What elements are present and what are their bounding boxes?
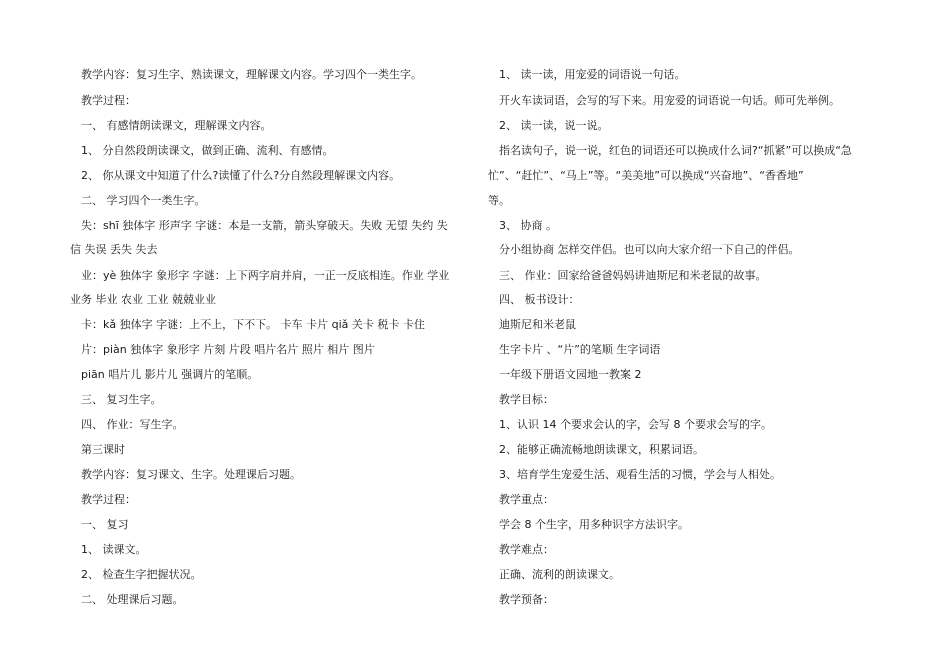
paragraph: 1、 读一读，用宠爱的词语说一句话。 xyxy=(499,68,686,81)
paragraph: 卡：kǎ 独体字 字谜：上不上，下不下。 卡车 卡片 qiǎ 关卡 税卡 卡住 xyxy=(81,318,425,331)
paragraph: 二、 处理课后习题。 xyxy=(81,593,184,606)
paragraph: 等。 xyxy=(488,194,510,207)
paragraph: 三、 复习生字。 xyxy=(81,393,162,406)
paragraph: 业务 毕业 农业 工业 兢兢业业 xyxy=(70,293,216,306)
paragraph: 一、 有感情朗读课文，理解课文内容。 xyxy=(81,119,272,132)
paragraph: 教学目标： xyxy=(499,393,554,406)
paragraph: 2、能够正确流畅地朗读课文，积累词语。 xyxy=(499,443,704,456)
paragraph: piān 唱片儿 影片儿 强调片的笔顺。 xyxy=(81,368,259,381)
paragraph: 分小组协商 怎样交伴侣。也可以向大家介绍一下自己的伴侣。 xyxy=(499,243,800,256)
paragraph: 二、 学习四个一类生字。 xyxy=(81,194,206,207)
paragraph: 1、 读课文。 xyxy=(81,543,147,556)
section-heading: 第三课时 xyxy=(81,443,125,456)
paragraph: 失：shī 独体字 形声字 字谜：本是一支箭，箭头穿破天。失败 无望 失约 失 xyxy=(81,219,448,232)
paragraph: 正确、流利的朗读课文。 xyxy=(499,568,620,581)
paragraph: 三、 作业：回家给爸爸妈妈讲迪斯尼和米老鼠的故事。 xyxy=(499,269,767,282)
paragraph: 四、 作业：写生字。 xyxy=(81,418,184,431)
paragraph: 生字卡片 、“片”的笔顺 生字词语 xyxy=(499,343,661,356)
paragraph: 2、 检查生字把握状况。 xyxy=(81,568,202,581)
paragraph: 四、 板书设计： xyxy=(499,293,580,306)
paragraph: 片：piàn 独体字 象形字 片刻 片段 唱片名片 照片 相片 图片 xyxy=(81,343,375,356)
paragraph: 2、 你从课文中知道了什么?读懂了什么?分自然段理解课文内容。 xyxy=(81,169,401,182)
paragraph: 迪斯尼和米老鼠 xyxy=(499,318,576,331)
paragraph: 忙”、“赶忙”、“马上”等。“美美地”可以换成“兴奋地”、“香香地” xyxy=(488,169,804,182)
section-heading: 一年级下册语文园地一教案 2 xyxy=(499,368,642,381)
paragraph: 1、 分自然段朗读课文，做到正确、流利、有感情。 xyxy=(81,144,334,157)
paragraph: 教学过程： xyxy=(81,493,136,506)
paragraph: 2、 读一读，说一说。 xyxy=(499,119,609,132)
paragraph: 业：yè 独体字 象形字 字谜：上下两字肩并肩，一正一反底相连。作业 学业 xyxy=(81,269,450,282)
paragraph: 教学内容：复习课文、生字。处理课后习题。 xyxy=(81,468,301,481)
paragraph: 教学内容：复习生字、熟读课文，理解课文内容。学习四个一类生字。 xyxy=(81,68,422,81)
paragraph: 3、 协商 。 xyxy=(499,219,557,232)
paragraph: 教学难点： xyxy=(499,543,554,556)
paragraph: 教学预备： xyxy=(499,593,554,606)
paragraph: 指名读句子，说一说，红色的词语还可以换成什么词?“抓紧”可以换成“急 xyxy=(499,144,852,157)
paragraph: 3、培育学生宠爱生活、观看生活的习惯，学会与人相处。 xyxy=(499,468,781,481)
paragraph: 一、 复习 xyxy=(81,518,129,531)
paragraph: 教学过程： xyxy=(81,94,136,107)
paragraph: 信 失误 丢失 失去 xyxy=(70,243,158,256)
paragraph: 1、认识 14 个要求会认的字，会写 8 个要求会写的字。 xyxy=(499,418,772,431)
paragraph: 学会 8 个生字，用多种识字方法识字。 xyxy=(499,518,689,531)
paragraph: 开火车读词语，会写的写下来。用宠爱的词语说一句话。师可先举例。 xyxy=(499,94,840,107)
paragraph: 教学重点： xyxy=(499,493,554,506)
